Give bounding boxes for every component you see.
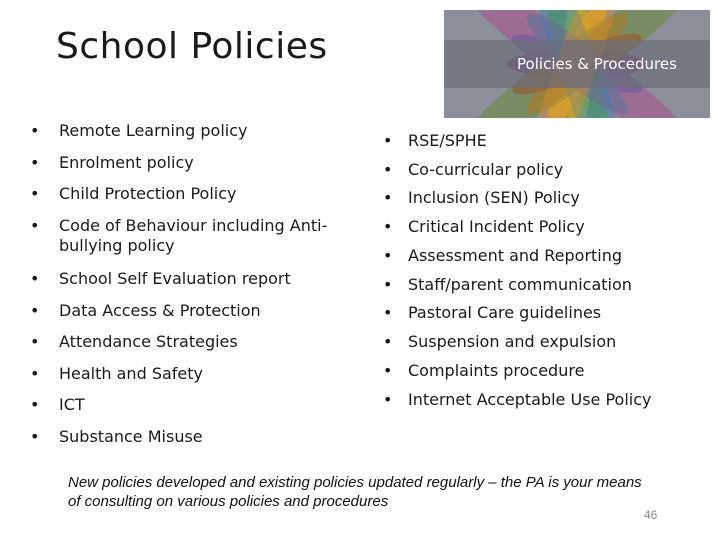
bullet: • <box>383 275 393 294</box>
bullet: • <box>30 153 40 172</box>
bullet: • <box>383 390 393 409</box>
bullet: • <box>30 395 40 414</box>
bullet: • <box>383 303 393 322</box>
bullet: • <box>30 427 40 446</box>
bullet: • <box>30 216 40 235</box>
bullet: • <box>30 364 40 383</box>
bullet: • <box>30 332 40 351</box>
bullet: • <box>30 184 40 203</box>
bullet: • <box>383 217 393 236</box>
bullet: • <box>383 131 393 150</box>
bullet: • <box>30 301 40 320</box>
bullet: • <box>30 121 40 140</box>
footer-note: New policies developed and existing policies updated regularly – the PA is your means of consulting on various policies and procedures <box>68 474 642 510</box>
bullet: • <box>383 160 393 179</box>
bullet: • <box>383 188 393 207</box>
banner-caption: Policies & Procedures <box>517 55 677 73</box>
page-number: 46 <box>644 508 658 522</box>
slide-title: School Policies <box>56 26 328 67</box>
bullet: • <box>383 332 393 351</box>
bullet: • <box>383 361 393 380</box>
policies-banner-image <box>444 10 710 118</box>
bullet: • <box>383 246 393 265</box>
bullet: • <box>30 269 40 288</box>
